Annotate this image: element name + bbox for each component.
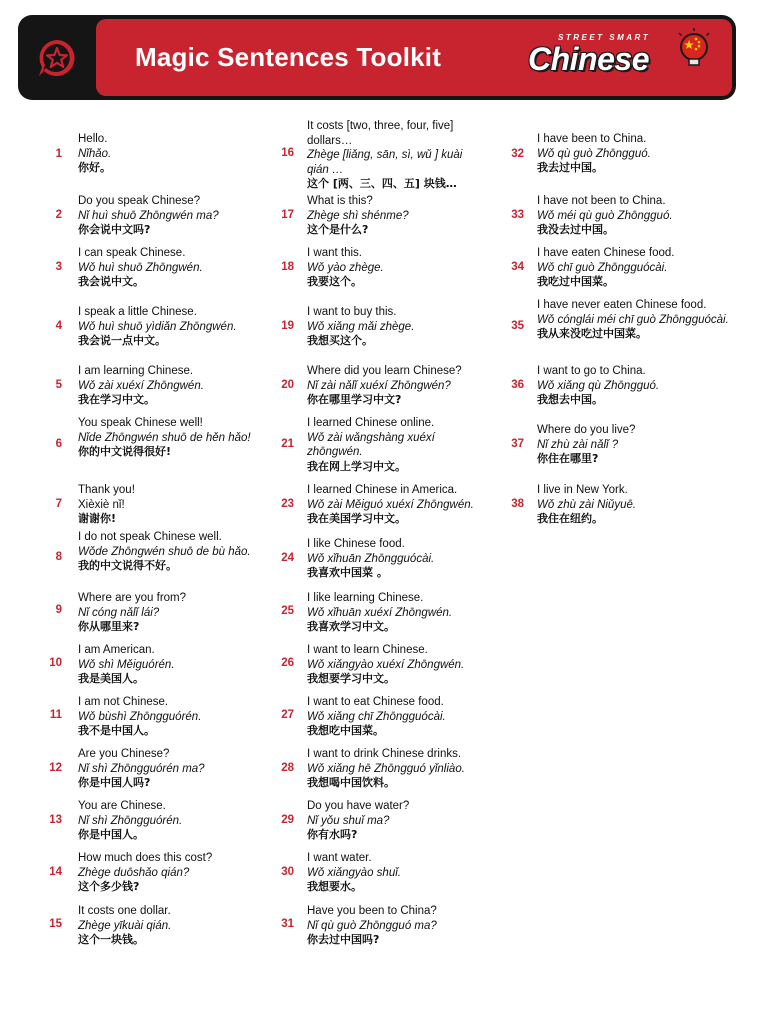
phrase-chinese: 我在美国学习中文。 xyxy=(307,512,406,525)
phrase-english: Hello. xyxy=(78,133,108,145)
phrase-chinese: 你在哪里学习中文? xyxy=(307,393,402,406)
phrase-number: 36 xyxy=(511,379,524,391)
phrase-english: You are Chinese. xyxy=(78,800,166,812)
header-banner xyxy=(18,15,736,100)
phrase-number: 29 xyxy=(281,814,294,826)
phrase-pinyin: Zhège duōshǎo qián? xyxy=(78,866,190,879)
phrase-chinese: 我会说一点中文。 xyxy=(78,334,166,347)
phrase-number: 14 xyxy=(49,866,62,878)
phrase-pinyin: Wǒ méi qù guò Zhōngguó. xyxy=(537,209,673,222)
phrase-pinyin: Wǒ zài wǎngshàng xuéxí zhōngwén. xyxy=(307,431,435,458)
phrase-number: 26 xyxy=(281,657,294,669)
phrase-pinyin: Nǐ cóng nǎlǐ lái? xyxy=(78,606,160,619)
phrase-number: 32 xyxy=(511,148,524,160)
phrase-number: 28 xyxy=(281,762,294,774)
phrase-english: I speak a little Chinese. xyxy=(78,306,197,318)
phrase-english: I have been to China. xyxy=(537,133,647,145)
phrase-english: Where did you learn Chinese? xyxy=(307,365,462,377)
phrase-english: I like learning Chinese. xyxy=(307,592,424,604)
phrase-pinyin: Wǒ xiǎngyào shuǐ. xyxy=(307,866,401,879)
phrase-chinese: 我想要水。 xyxy=(307,880,362,893)
phrase-chinese: 我没去过中国。 xyxy=(537,223,614,236)
phrase-chinese: 你是中国人。 xyxy=(78,828,144,841)
phrase-number: 4 xyxy=(55,320,62,332)
phrase-pinyin: Wǒ xǐhuān xuéxí Zhōngwén. xyxy=(307,606,453,619)
phrase-pinyin: Zhège shì shénme? xyxy=(307,209,409,222)
phrase-english: I have not been to China. xyxy=(537,195,666,207)
phrase-english: I live in New York. xyxy=(537,484,628,496)
phrase-pinyin: Wǒ xǐhuān Zhōngguócài. xyxy=(307,552,435,565)
phrase-chinese: 这个是什么? xyxy=(307,223,369,236)
phrase-chinese: 我想吃中国菜。 xyxy=(307,724,384,737)
phrase-chinese: 我想买这个。 xyxy=(307,334,373,347)
phrase-english: Do you have water? xyxy=(307,800,410,812)
phrase-chinese: 我去过中国。 xyxy=(537,161,603,174)
phrase-pinyin: Wǒ qù guò Zhōngguó. xyxy=(537,147,651,160)
phrase-english: I want to learn Chinese. xyxy=(307,644,428,656)
phrase-english: I learned Chinese in America. xyxy=(307,484,458,496)
phrase-number: 6 xyxy=(55,438,62,450)
phrase-number: 17 xyxy=(281,209,294,221)
phrase-english: I have eaten Chinese food. xyxy=(537,247,675,259)
phrase-number: 1 xyxy=(55,148,62,160)
phrase-english: I want to drink Chinese drinks. xyxy=(307,748,462,760)
phrase-pinyin: Wǒ cónglái méi chī guò Zhōngguócài. xyxy=(537,313,729,326)
phrase-english: I learned Chinese online. xyxy=(307,417,435,429)
phrase-english: I do not speak Chinese well. xyxy=(78,531,222,543)
phrase-chinese: 这个多少钱? xyxy=(78,880,140,893)
phrase-pinyin: Wǒ huì shuō Zhōngwén. xyxy=(78,261,203,274)
phrase-pinyin: Wǒ zài Měiguó xuéxí Zhōngwén. xyxy=(307,498,474,511)
phrase-number: 33 xyxy=(511,209,524,221)
phrase-pinyin: Nǐ shì Zhōngguórén ma? xyxy=(78,762,205,775)
phrase-number: 30 xyxy=(281,866,294,878)
phrase-number: 21 xyxy=(281,438,294,450)
phrase-chinese: 我的中文说得不好。 xyxy=(78,559,177,572)
phrase-pinyin: Wǒ xiǎng hē Zhōngguó yǐnliào. xyxy=(307,762,465,775)
brand-tagline: STREET SMART xyxy=(558,33,651,42)
phrase-chinese: 我在网上学习中文。 xyxy=(307,459,406,473)
phrase-number: 37 xyxy=(511,438,524,450)
phrase-pinyin: Wǒ zhù zài Niǔyuē. xyxy=(537,498,637,511)
phrase-english: Thank you! xyxy=(78,484,135,496)
phrase-pinyin: Zhège [liǎng, sān, sì, wǔ ] kuài qián … xyxy=(307,149,463,176)
phrase-number: 23 xyxy=(281,498,294,510)
phrase-pinyin: Wǒ shì Měiguórén. xyxy=(78,658,175,671)
phrase-number: 16 xyxy=(281,147,294,159)
brand-logo xyxy=(528,27,718,87)
phrase-pinyin: Wǒ chī guò Zhōngguócài. xyxy=(537,261,668,274)
phrase-number: 38 xyxy=(511,498,524,510)
phrase-english: I want to eat Chinese food. xyxy=(307,696,444,708)
phrase-chinese: 我要这个。 xyxy=(307,275,362,288)
phrase-chinese: 我在学习中文。 xyxy=(78,393,155,406)
phrase-number: 13 xyxy=(49,814,62,826)
phrase-pinyin: Wǒ bùshì Zhōngguórén. xyxy=(78,710,202,723)
phrase-pinyin: Nǐ zhù zài nǎlǐ ? xyxy=(537,438,619,451)
phrase-chinese: 你有水吗? xyxy=(307,828,358,841)
phrase-pinyin: Nǐhǎo. xyxy=(78,147,112,160)
phrase-pinyin: Wǒ xiǎngyào xuéxí Zhōngwén. xyxy=(307,658,465,671)
page-title: Magic Sentences Toolkit xyxy=(135,42,442,72)
phrase-pinyin: Zhège yīkuài qián. xyxy=(78,919,172,932)
phrase-english: I can speak Chinese. xyxy=(78,247,186,259)
phrase-number: 18 xyxy=(281,261,294,273)
phrase-chinese: 我想去中国。 xyxy=(537,393,603,406)
phrase-english: I like Chinese food. xyxy=(307,538,405,550)
phrase-english: I want to go to China. xyxy=(537,365,646,377)
lightbulb-flag-icon xyxy=(674,27,714,73)
phrase-chinese: 我喜欢学习中文。 xyxy=(307,620,395,633)
phrase-pinyin: Wǒ xiǎng qù Zhōngguó. xyxy=(537,379,660,392)
phrase-number: 8 xyxy=(55,551,62,563)
phrase-chinese: 你好。 xyxy=(78,161,111,174)
phrase-english: Where are you from? xyxy=(78,592,187,604)
phrase-pinyin: Wǒ huì shuō yìdiǎn Zhōngwén. xyxy=(78,320,237,333)
phrase-number: 27 xyxy=(281,709,294,721)
phrase-english: Are you Chinese? xyxy=(78,748,170,760)
phrase-pinyin: Nǐ huì shuō Zhōngwén ma? xyxy=(78,209,219,222)
phrase-chinese: 我住在纽约。 xyxy=(537,512,603,525)
phrase-english: I am not Chinese. xyxy=(78,696,169,708)
phrase-chinese: 我想要学习中文。 xyxy=(307,672,395,685)
phrase-english: I am learning Chinese. xyxy=(78,365,194,377)
phrase-chinese: 你会说中文吗? xyxy=(78,223,151,236)
phrase-english: I want water. xyxy=(307,852,372,864)
phrase-english: It costs one dollar. xyxy=(78,905,171,917)
phrase-number: 20 xyxy=(281,379,294,391)
phrase-number: 31 xyxy=(281,918,294,930)
phrase-pinyin: Wǒde Zhōngwén shuō de bù hǎo. xyxy=(78,545,251,558)
phrase-number: 2 xyxy=(55,209,62,221)
phrase-english: I have never eaten Chinese food. xyxy=(537,299,707,311)
brand-name: Chinese xyxy=(528,41,649,77)
phrase-pinyin: Nǐ shì Zhōngguórén. xyxy=(78,814,183,827)
phrase-number: 34 xyxy=(511,261,524,273)
phrase-number: 24 xyxy=(281,552,294,564)
phrase-english: You speak Chinese well! xyxy=(78,417,203,429)
phrase-english: Do you speak Chinese? xyxy=(78,195,201,207)
phrase-number: 12 xyxy=(49,762,62,774)
phrase-chinese: 我吃过中国菜。 xyxy=(537,275,614,288)
phrase-number: 7 xyxy=(55,498,62,510)
phrase-pinyin: Wǒ zài xuéxí Zhōngwén. xyxy=(78,379,204,392)
phrase-number: 3 xyxy=(55,261,62,273)
phrase-pinyin: Wǒ xiǎng chī Zhōngguócài. xyxy=(307,710,446,723)
phrase-pinyin: Wǒ yào zhège. xyxy=(307,261,384,274)
phrase-chinese: 谢谢你! xyxy=(78,512,117,525)
phrase-chinese: 我会说中文。 xyxy=(78,275,144,288)
phrase-chinese: 我喜欢中国菜 。 xyxy=(307,566,388,579)
phrase-english: I want to buy this. xyxy=(307,306,397,318)
phrase-english: It costs [two, three, four, five] dollars… xyxy=(307,120,454,147)
phrase-chinese: 你去过中国吗? xyxy=(307,933,380,946)
phrase-english: How much does this cost? xyxy=(78,852,213,864)
phrase-english: I am American. xyxy=(78,644,155,656)
phrase-english: Have you been to China? xyxy=(307,905,437,917)
phrase-number: 19 xyxy=(281,320,294,332)
phrase-pinyin: Nǐ zài nǎlǐ xuéxí Zhōngwén? xyxy=(307,379,451,392)
phrase-number: 5 xyxy=(55,379,62,391)
phrase-chinese: 你住在哪里? xyxy=(537,452,599,465)
phrase-pinyin: Nǐ qù guò Zhōngguó ma? xyxy=(307,919,437,932)
phrase-number: 10 xyxy=(49,657,62,669)
phrase-number: 35 xyxy=(511,320,524,332)
phrase-number: 11 xyxy=(49,709,62,721)
phrase-number: 25 xyxy=(281,605,294,617)
phrase-chinese: 我是美国人。 xyxy=(78,672,144,685)
phrase-english: Where do you live? xyxy=(537,424,636,436)
phrase-pinyin: Xièxiè nǐ! xyxy=(78,498,125,511)
phrase-chinese: 你的中文说得很好! xyxy=(78,445,172,458)
phrase-chinese: 你是中国人吗? xyxy=(78,776,151,789)
phrase-english: I want this. xyxy=(307,247,362,259)
phrase-pinyin: Wǒ xiǎng mǎi zhège. xyxy=(307,320,415,333)
phrase-chinese: 这个 [两、三、四、五] 块钱… xyxy=(307,177,457,190)
phrase-pinyin: Nǐ yǒu shuǐ ma? xyxy=(307,814,390,827)
phrase-number: 15 xyxy=(49,918,62,930)
phrase-chinese: 我从来没吃过中国菜。 xyxy=(537,327,647,340)
phrase-chinese: 你从哪里来? xyxy=(78,620,140,633)
phrase-chinese: 我想喝中国饮料。 xyxy=(307,776,395,789)
phrase-english: What is this? xyxy=(307,195,373,207)
phrase-chinese: 这个一块钱。 xyxy=(78,933,144,946)
phrase-chinese: 我不是中国人。 xyxy=(78,724,155,737)
speech-bubble-star-icon xyxy=(35,36,79,80)
phrase-pinyin: Nǐde Zhōngwén shuō de hěn hǎo! xyxy=(78,431,251,444)
phrase-number: 9 xyxy=(55,604,62,616)
